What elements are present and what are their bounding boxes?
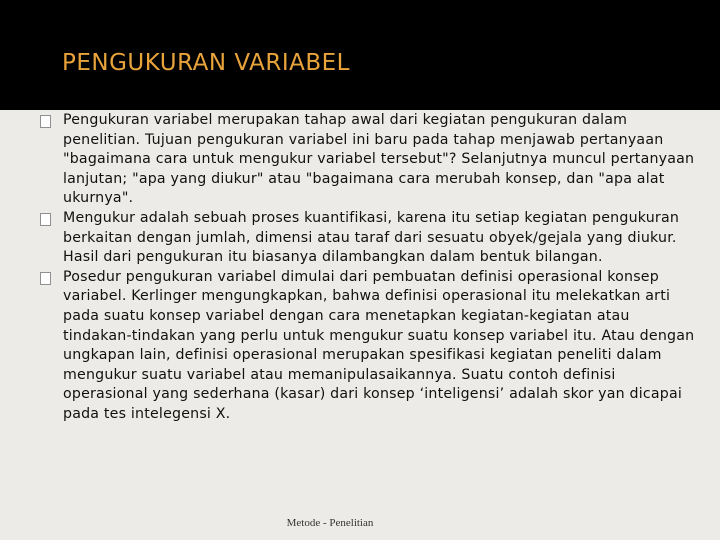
bullet-item bbox=[40, 111, 700, 209]
square-bullet-icon bbox=[40, 115, 51, 128]
slide-footer: Metode - Penelitian bbox=[286, 517, 374, 529]
square-bullet-icon bbox=[40, 213, 51, 226]
bullet-item bbox=[40, 209, 700, 268]
bullet-text: Posedur pengukuran variabel dimulai dari pembuatan definisi operasional konsep variabel. Kerlinger mengungkapkan, bahwa definisi operasional itu melekatkan arti pada suatu konsep variabel dengan cara menetapkan kegiatan-kegiatan atau tindakan-tindakan yang perlu untuk mengukur suatu konsep variabel itu. Atau dengan ungkapan lain, definisi operasional merupakan spesifikasi kegiatan peneliti dalam mengukur suatu variabel atau memanipulasaikannya. Suatu contoh definisi operasional yang sederhana (kasar) dari konsep ‘inteligensi’ adalah skor yan dicapai pada tes intelegensi X. bbox=[63, 268, 695, 422]
bullet-item bbox=[40, 268, 700, 425]
bullet-text: Pengukuran variabel merupakan tahap awal dari kegiatan pengukuran dalam penelitian. Tujuan pengukuran variabel ini baru pada tahap menjawab pertanyaan "bagaimana cara untuk mengukur variabel tersebut"? Selanjutnya muncul pertanyaan lanjutan; "apa yang diukur" atau "bagaimana cara merubah konsep, dan "apa alat ukurnya". bbox=[63, 112, 695, 207]
bullet-text: Mengukur adalah sebuah proses kuantifikasi, karena itu setiap kegiatan pengukuran berkaitan dengan jumlah, dimensi atau taraf dari sesuatu obyek/gejala yang diukur. Hasil dari pengukuran itu biasanya dilambangkan dalam bentuk bilangan. bbox=[63, 209, 680, 266]
title-bar bbox=[0, 0, 720, 110]
square-bullet-icon bbox=[40, 272, 51, 285]
bullet-list bbox=[40, 111, 700, 425]
slide-title: PENGUKURAN VARIABEL bbox=[62, 50, 350, 76]
